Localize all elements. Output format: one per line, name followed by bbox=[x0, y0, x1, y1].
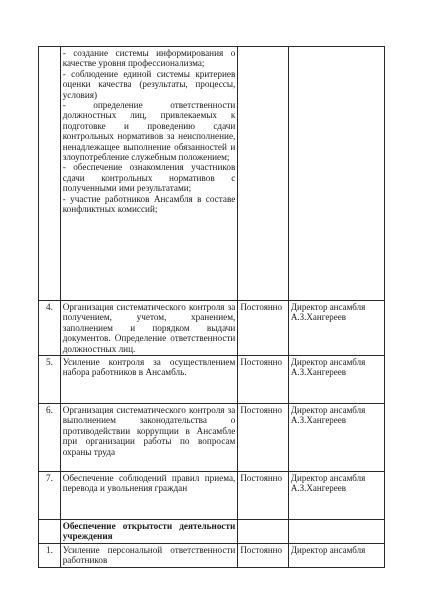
term-text: Постоянно bbox=[238, 544, 289, 568]
row-number: 7. bbox=[39, 472, 61, 520]
list-item: - обеспечение ознакомления участников сдачи контрольных нормативов с полученными ими результатами; bbox=[62, 162, 236, 194]
responsible-title: Директор ансамбля bbox=[290, 302, 366, 312]
term-text: Постоянно bbox=[238, 301, 289, 356]
action-cell bbox=[60, 47, 238, 301]
action-text: Обеспечение соблюдений правил приема, перевода и увольнения граждан bbox=[60, 472, 238, 520]
table-row bbox=[39, 356, 385, 404]
responsible-title: Директор ансамбля bbox=[288, 544, 384, 568]
list-item: - соблюдение единой системы критериев оценки качества (результаты, процессы, условия) bbox=[62, 68, 236, 100]
section-row bbox=[39, 520, 385, 544]
term-text: Постоянно bbox=[238, 404, 289, 472]
anti-corruption-plan-table bbox=[38, 46, 385, 568]
responsible-name: А.З.Хангереев bbox=[290, 415, 347, 426]
list-item: - определение ответственности должностных лиц, привлекаемых к подготовке и проведению сдачи контрольных нормативов за неисполнение, ненадлежащее выполнение обязанностей и злоупотребление служебным положением; bbox=[62, 100, 236, 163]
responsible-cell bbox=[288, 301, 384, 356]
row-number: 4. bbox=[39, 301, 61, 356]
table-row bbox=[39, 472, 385, 520]
responsible-cell bbox=[288, 472, 384, 520]
action-text: Усиление персональной ответственности работников bbox=[60, 544, 238, 568]
row-number-cell bbox=[39, 520, 61, 544]
table-row bbox=[39, 544, 385, 568]
list-item: - создание системы информирования о качестве уровня профессионализма; bbox=[62, 48, 236, 69]
responsible-name: А.З.Хангереев bbox=[290, 367, 347, 378]
responsible-cell bbox=[288, 404, 384, 472]
responsible-name: А.З.Хангереев bbox=[290, 312, 347, 323]
row-number: 6. bbox=[39, 404, 61, 472]
term-cell bbox=[238, 520, 289, 544]
term-text: Постоянно bbox=[238, 472, 289, 520]
table-row bbox=[39, 47, 385, 301]
row-number: 5. bbox=[39, 356, 61, 404]
action-text: Усиление контроля за осуществлением набора работников в Ансамбль. bbox=[60, 356, 238, 404]
responsible-title: Директор ансамбля bbox=[290, 357, 366, 368]
action-text: Организация систематического контроля за получением, учетом, хранением, заполнением и порядком выдачи документов. Определение ответственности должностных лиц. bbox=[60, 301, 238, 356]
responsible-cell bbox=[288, 356, 384, 404]
action-text: Организация систематического контроля за выполнением законодательства о противодействии коррупции в Ансамбле при организации работы по вопросам охраны труда bbox=[60, 404, 238, 472]
row-number-cell bbox=[39, 47, 61, 301]
term-text: Постоянно bbox=[238, 356, 289, 404]
table-row bbox=[39, 404, 385, 472]
responsible-title: Директор ансамбля bbox=[290, 473, 366, 484]
responsible-title: Директор ансамбля bbox=[290, 405, 366, 416]
responsible-name: А.З.Хангереев bbox=[290, 483, 347, 494]
list-item: - участие работников Ансамбля в составе конфликтных комиссий; bbox=[62, 193, 236, 215]
responsible-cell bbox=[288, 520, 384, 544]
row-number: 1. bbox=[39, 544, 61, 568]
responsible-cell bbox=[288, 47, 384, 301]
term-cell bbox=[238, 47, 289, 301]
section-title: Обеспечение открытости деятельности учреждения bbox=[60, 520, 238, 544]
table-row bbox=[39, 301, 385, 356]
